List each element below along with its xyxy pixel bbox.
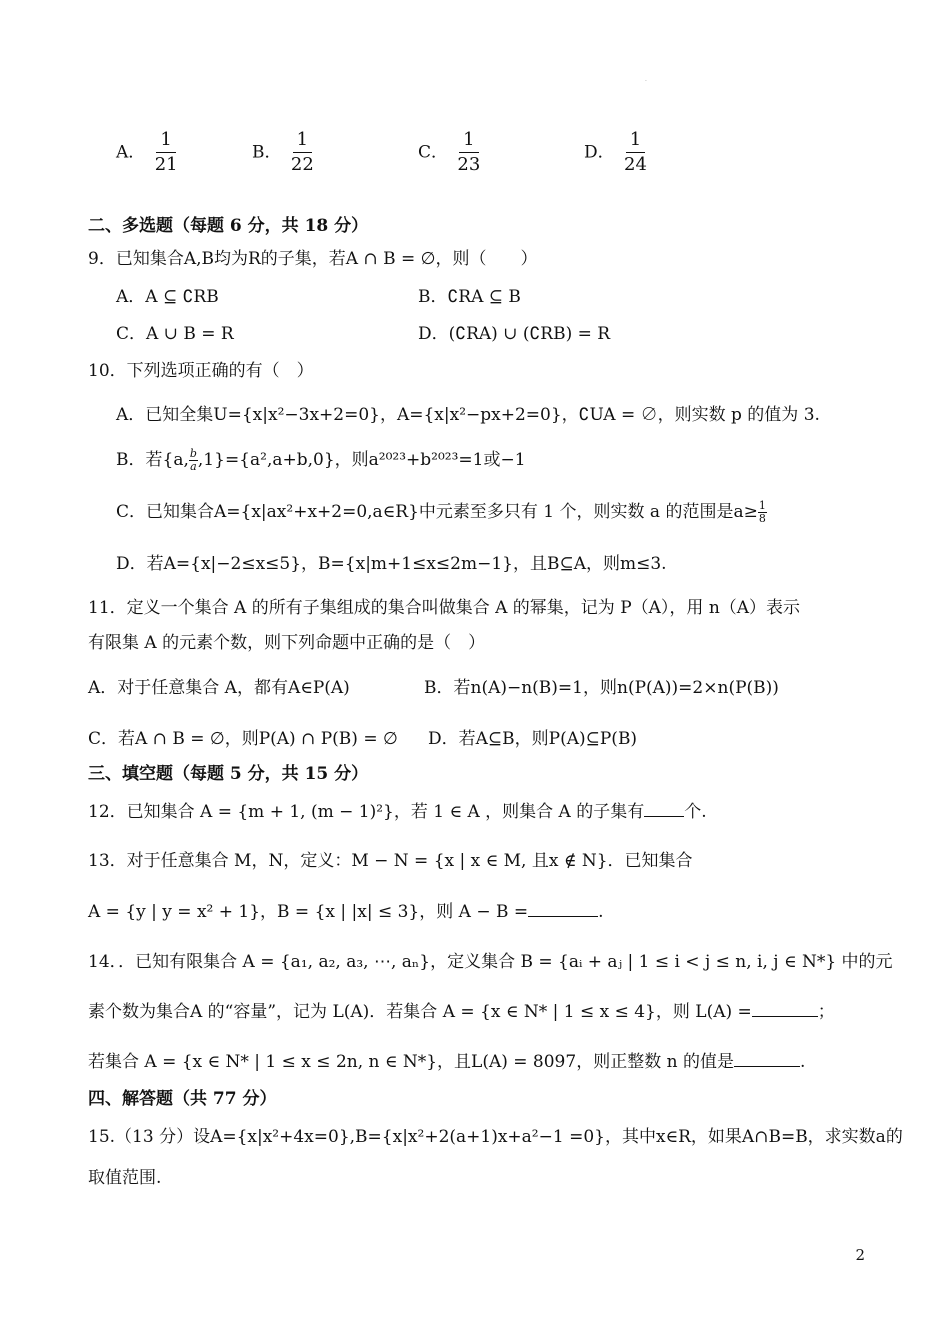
q11-option-b: B．若n(A)−n(B)=1，则n(P(A))=2×n(P(B)) [424,678,779,698]
q14-answer-blank-2[interactable] [734,1050,800,1067]
q11-line-1: 11．定义一个集合 A 的所有子集组成的集合叫做集合 A 的幂集，记为 P（A），用 n（A）表示 [88,598,801,618]
q11-line-2: 有限集 A 的元素个数，则下列命题中正确的是（ ） [88,633,486,653]
q10-option-d: D．若A={x|−2≤x≤5}，B={x|m+1≤x≤2m−1}，且B⊆A，则m≤3. [116,554,667,574]
q8-option-c: C． $\frac{1}{23}$ [418,128,484,180]
q15-line-1: 15.（13 分）设A={x|x²+4x=0},B={x|x²+2(a+1)x+a²−1 =0}，其中x∈R，如果A∩B=B，求实数a的 [88,1127,903,1147]
q13-line-1: 13．对于任意集合 M，N，定义：M − N = {x | x ∈ M, 且x ∉ N}．已知集合 [88,851,693,871]
page-number: 2 [855,1246,865,1264]
q10-c-fraction: $\frac{1}{8}$ [758,499,766,525]
q11-option-c: C．若A ∩ B = ∅，则P(A) ∩ P(B) = ∅ [88,729,398,749]
q13-answer-blank[interactable] [528,900,598,917]
q8-option-a-fraction: $\frac{1}{21}$ [154,129,178,175]
q12: 12．已知集合 A = {m + 1, (m − 1)²}，若 1 ∈ A ，则集合 A 的子集有 个. [88,802,707,822]
q8-option-b-fraction: $\frac{1}{22}$ [290,129,314,175]
q14-line-2: 素个数为集合A 的“容量”，记为 L(A)．若集合 A = {x ∈ N* | 1 ≤ x ≤ 4}，则 L(A) = ； [88,1002,835,1022]
q8-option-c-fraction: $\frac{1}{23}$ [457,129,481,175]
section-title-problems: 四、解答题（共 77 分） [88,1089,277,1109]
q12-answer-blank[interactable] [644,800,684,817]
stray-mark: · [645,78,647,85]
q10-option-a: A．已知全集U={x|x²−3x+2=0}，A={x|x²−px+2=0}，∁UA = ∅，则实数 p 的值为 3. [116,405,820,425]
q10-stem: 10．下列选项正确的有（ ） [88,361,314,381]
q14-answer-blank-1[interactable] [752,1000,818,1017]
q8-option-d: D． $\frac{1}{24}$ [584,128,651,180]
q9-option-c: C．A ∪ B = R [116,324,234,344]
q15-line-2: 取值范围. [88,1168,162,1188]
q8-option-b: B． $\frac{1}{22}$ [252,128,318,180]
q11-option-a: A．对于任意集合 A，都有A∈P(A) [88,678,350,698]
q14-line-1: 14．．已知有限集合 A = {a₁, a₂, a₃, ⋯, aₙ}，定义集合 B = {aᵢ + aⱼ | 1 ≤ i < j ≤ n, i, j ∈ N*} 中的元 [88,952,893,972]
q8-option-d-fraction: $\frac{1}{24}$ [624,129,647,175]
q9-stem: 9．已知集合A,B均为R的子集，若A ∩ B = ∅，则（ ） [88,249,538,269]
q9-option-a: A．A ⊆ ∁RB [116,287,219,307]
q10-b-fraction: $\frac{b}{a}$ [189,447,197,473]
q9-option-d: D．(∁RA) ∪ (∁RB) = R [418,324,611,344]
q9-option-b: B．∁RA ⊆ B [418,287,521,307]
section-title-fill-in: 三、填空题（每题 5 分，共 15 分） [88,764,369,784]
q11-option-d: D．若A⊆B，则P(A)⊆P(B) [428,729,638,749]
q13-line-2: A = {y | y = x² + 1}，B = {x | |x| ≤ 3}，则 A − B = . [88,902,604,922]
q10-option-b: B．若{a, $\frac{b}{a}$ ,1}={a²,a+b,0}，则a²⁰²³+b²⁰²³=1或−1 [116,447,526,473]
q14-line-3: 若集合 A = {x ∈ N* | 1 ≤ x ≤ 2n, n ∈ N*}，且L(A) = 8097，则正整数 n 的值是 . [88,1052,806,1072]
q10-option-c: C．已知集合A={x|ax²+x+2=0,a∈R}中元素至多只有 1 个，则实数 a 的范围是a≥ $\frac{1}{8}$ [116,499,766,525]
section-title-multiple-choice: 二、多选题（每题 6 分，共 18 分） [88,216,369,236]
q8-option-a: A． $\frac{1}{21}$ [116,128,182,180]
